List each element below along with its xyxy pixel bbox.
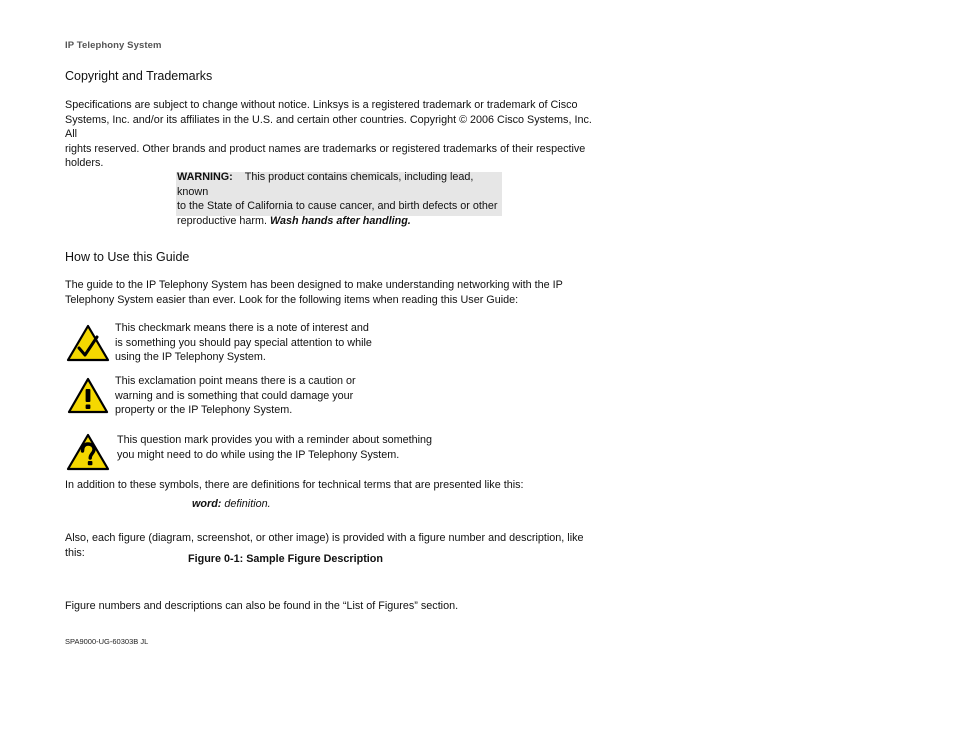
figure-line: Also, each figure (diagram, screenshot, or other image) is provided with a figure number and description, like bbox=[65, 532, 584, 544]
exclamation-line: This exclamation point means there is a caution or bbox=[115, 375, 356, 387]
checkmark-icon bbox=[66, 324, 110, 362]
document-id: SPA9000-UG-60303B JL bbox=[65, 637, 149, 646]
copyright-paragraph bbox=[65, 98, 605, 171]
warning-line2: to the State of California to cause cancer, and birth defects or other bbox=[177, 200, 498, 212]
term-word: word: bbox=[192, 498, 222, 510]
exclamation-icon bbox=[67, 377, 109, 415]
exclamation-line: warning and is something that could damage your bbox=[115, 389, 354, 402]
exclamation-description bbox=[115, 374, 375, 418]
figures-note: Figure numbers and descriptions can also be found in the “List of Figures” section. bbox=[65, 600, 459, 612]
copyright-line: Systems, Inc. and/or its affiliates in the U.S. and certain other countries. Copyright © 2006 Cisco Systems, Inc. All bbox=[65, 113, 592, 140]
guide-intro bbox=[65, 278, 585, 307]
question-mark-icon bbox=[66, 433, 110, 471]
checkmark-line: is something you should pay special attention to while bbox=[115, 336, 372, 349]
figure-line: this: bbox=[65, 546, 85, 559]
guide-heading: How to Use this Guide bbox=[65, 250, 190, 264]
term-definition: definition. bbox=[224, 498, 271, 510]
copyright-line: rights reserved. Other brands and product names are trademarks or registered trademarks of their respective bbox=[65, 142, 586, 155]
question-description bbox=[117, 433, 447, 462]
exclamation-line: property or the IP Telephony System. bbox=[115, 404, 293, 416]
copyright-line: Specifications are subject to change without notice. Linksys is a registered trademark or trademark of Cisco bbox=[65, 99, 578, 111]
checkmark-line: This checkmark means there is a note of interest and bbox=[115, 322, 369, 334]
guide-intro-line: Telephony System easier than ever. Look for the following items when reading this User Guide: bbox=[65, 293, 519, 306]
checkmark-description bbox=[115, 321, 375, 365]
warning-line3: reproductive harm. bbox=[177, 214, 268, 227]
question-line: This question mark provides you with a reminder about something bbox=[117, 434, 433, 446]
figure-caption: Figure 0-1: Sample Figure Description bbox=[188, 553, 383, 565]
running-header: IP Telephony System bbox=[65, 40, 162, 51]
warning-line1: This product contains chemicals, including lead, known bbox=[177, 171, 474, 198]
guide-intro-line: The guide to the IP Telephony System has been designed to make understanding networking with the IP bbox=[65, 279, 563, 291]
checkmark-line: using the IP Telephony System. bbox=[115, 351, 266, 363]
copyright-heading: Copyright and Trademarks bbox=[65, 69, 213, 83]
question-line: you might need to do while using the IP Telephony System. bbox=[117, 448, 400, 461]
warning-emphasis: Wash hands after handling. bbox=[270, 214, 411, 227]
definitions-paragraph: In addition to these symbols, there are definitions for technical terms that are presented like this: bbox=[65, 479, 524, 491]
warning-label: WARNING: bbox=[177, 171, 233, 183]
copyright-line: holders. bbox=[65, 157, 104, 169]
term-example bbox=[192, 497, 271, 512]
warning-text bbox=[177, 170, 507, 228]
